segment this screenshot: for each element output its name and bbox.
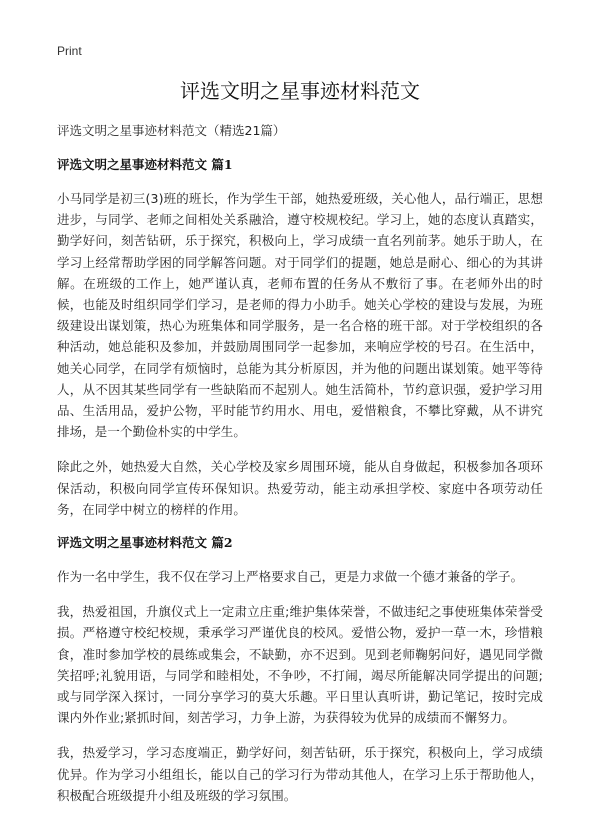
section-2 bbox=[57, 534, 543, 806]
paragraph: 除此之外，她热爱大自然，关心学校及家乡周围环境，能从自身做起，积极参加各项环保活动，积极向同学宣传环保知识。热爱劳动，能主动承担学校、家庭中各项劳动任务，在同学中树立的榜样的作用。 bbox=[57, 459, 543, 517]
intro-line: 评选文明之星事迹材料范文（精选21篇） bbox=[57, 123, 286, 138]
section-heading: 评选文明之星事迹材料范文 篇2 bbox=[57, 535, 233, 551]
section-1 bbox=[57, 156, 543, 520]
section-heading: 评选文明之星事迹材料范文 篇1 bbox=[57, 157, 233, 172]
paragraph: 我，热爱祖国，升旗仪式上一定肃立庄重;维护集体荣誉，不做违纪之事使班集体荣誉受损。严格遵守校纪校规，秉承学习严谨优良的校风。爱惜公物，爱护一草一木，珍惜粮食，准时参加学校的晨练或集会，不缺勤，亦不迟到。见到老师鞠躬问好，遇见同学微笑招呼;礼貌用语，与同学和睦相处，不争吵，不打闹，竭尽所能解决同学提出的问题;或与同学深入探讨，一同分享学习的莫大乐趣。平日里认真听讲，勤记笔记，按时完成课内外作业;紧抓时间，刻苦学习，力争上游，为获得较为优异的成绩而不懈努力。 bbox=[57, 604, 543, 726]
paragraph: 小马同学是初三(3)班的班长，作为学生干部，她热爱班级，关心他人，品行端正，思想进步，与同学、老师之间相处关系融洽，遵守校规校纪。学习上，她的态度认真踏实，勤学好问，刻苦钻研，乐于探究，积极向上，学习成绩一直名列前茅。她乐于助人，在学习上经常帮助学困的同学解答问题。对于同学们的提题，她总是耐心、细心的为其讲解。在班级的工作上，她严谨认真，老师布置的任务从不敷衍了事。在老师外出的时候，也能及时组织同学们学习，是老师的得力小助手。她关心学校的建设与发展，为班级建设出谋划策，热心为班集体和同学服务，是一名合格的班干部。对于学校组织的各种活动，她总能积及参加，并鼓励周围同学一起参加，来响应学校的号召。在生活中，她关心同学，在同学有烦恼时，总能为其分析原因，并为他的问题出谋划策。她平等待人，从不因其某些同学有一些缺陷而不起别人。她生活简朴，节约意识强，爱护学习用品、生活用品，爱护公物，平时能节约用水、用电，爱惜粮食，不攀比穿戴，从不讲究排场，是一个勤俭朴实的中学生。 bbox=[57, 191, 543, 440]
paragraph: 我，热爱学习，学习态度端正，勤学好问，刻苦钻研，乐于探究，积极向上，学习成绩优异。作为学习小组组长，能以自己的学习行为带动其他人，在学习上乐于帮助他人，积极配合班级提升小组及班级的学习氛围。 bbox=[57, 745, 543, 803]
paragraph: 作为一名中学生，我不仅在学习上严格要求自己，更是力求做一个德才兼备的学子。 bbox=[57, 569, 524, 585]
page-title: 评选文明之星事迹材料范文 bbox=[180, 79, 420, 103]
print-link[interactable]: Print bbox=[57, 44, 82, 58]
